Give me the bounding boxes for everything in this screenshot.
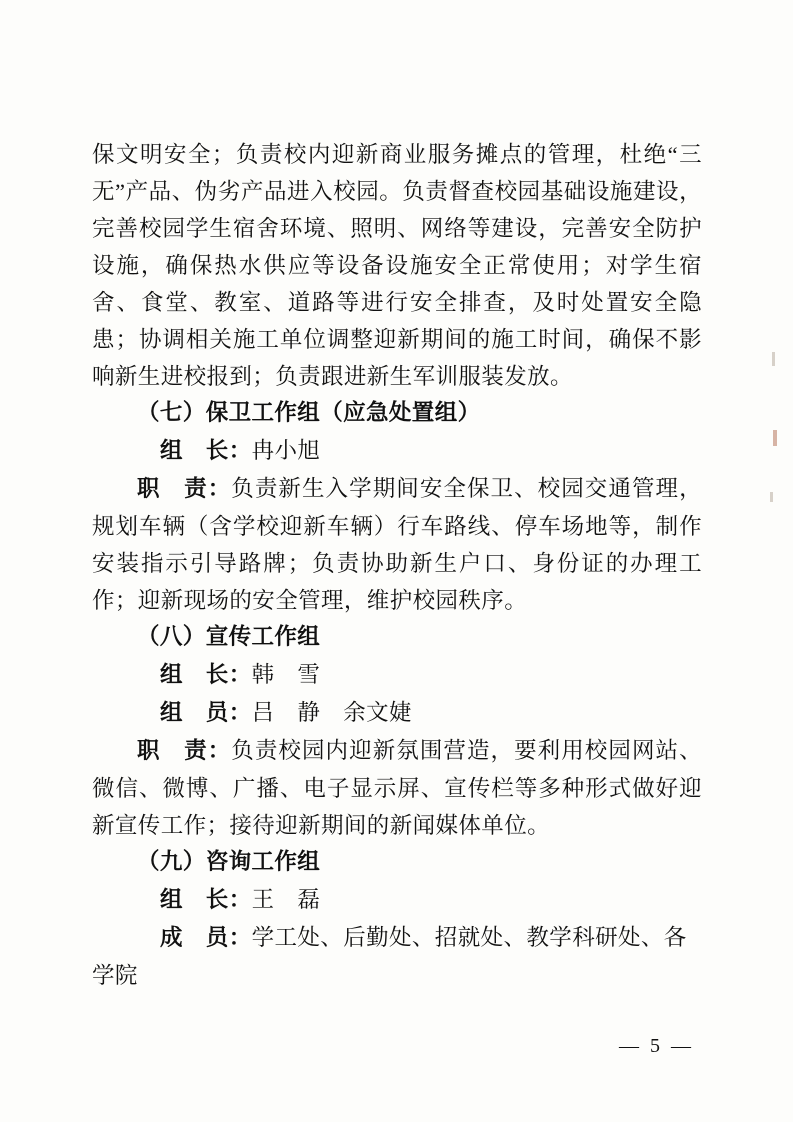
section-7-duty <box>92 470 702 619</box>
role-value: 吕 静 余文婕 <box>251 700 412 725</box>
role-label: 组 员： <box>160 700 252 726</box>
page-number: — 5 — <box>619 1035 694 1057</box>
section-9-row-1 <box>92 919 702 994</box>
page-edge-mark <box>772 352 775 366</box>
duty-text: 负责新生入学期间安全保卫、校园交通管理，规划车辆（含学校迎新车辆）行车路线、停车场地等，制作安装指示引导路牌；负责协助新生户口、身份证的办理工作；迎新现场的安全管理，维护校园秩序。 <box>92 476 702 613</box>
duty-label: 职 责： <box>137 738 232 764</box>
role-value: 王 磊 <box>251 887 321 912</box>
role-label: 成 员： <box>160 925 252 951</box>
section-heading-8: （八）宣传工作组 <box>137 624 321 650</box>
role-label: 组 长： <box>160 662 252 688</box>
section-9-row-0 <box>92 881 702 919</box>
page-footer <box>0 1035 793 1058</box>
document-body <box>92 136 702 994</box>
page-edge-mark <box>773 430 777 446</box>
section-8-row-1 <box>92 694 702 732</box>
role-value: 学工处、后勤处、招就处、教学科研处、各学院 <box>92 925 687 988</box>
section-8-row-0 <box>92 656 702 694</box>
page-edge-mark <box>770 492 773 502</box>
section-7-row-0 <box>92 432 702 470</box>
role-label: 组 长： <box>160 887 252 913</box>
role-value: 韩 雪 <box>251 662 321 687</box>
role-label: 组 长： <box>160 438 252 464</box>
section-heading-9: （九）咨询工作组 <box>137 849 321 875</box>
section-heading-7: （七）保卫工作组（应急处置组） <box>137 400 481 426</box>
duty-label: 职 责： <box>137 476 232 502</box>
duty-text: 负责校园内迎新氛围营造，要利用校园网站、微信、微博、广播、电子显示屏、宣传栏等多种形式做好迎新宣传工作；接待迎新期间的新闻媒体单位。 <box>92 738 702 838</box>
role-value: 冉小旭 <box>251 438 321 463</box>
section-8-duty <box>92 732 702 844</box>
continued-paragraph: 保文明安全；负责校内迎新商业服务摊点的管理，杜绝“三无”产品、伪劣产品进入校园。负责督查校园基础设施建设，完善校园学生宿舍环境、照明、网络等建设，完善安全防护设施，确保热水供应等设备设施安全正常使用；对学生宿舍、食堂、教室、道路等进行安全排查，及时处置安全隐患；协调相关施工单位调整迎新期间的施工时间，确保不影响新生进校报到；负责跟进新生军训服装发放。 <box>92 142 702 389</box>
